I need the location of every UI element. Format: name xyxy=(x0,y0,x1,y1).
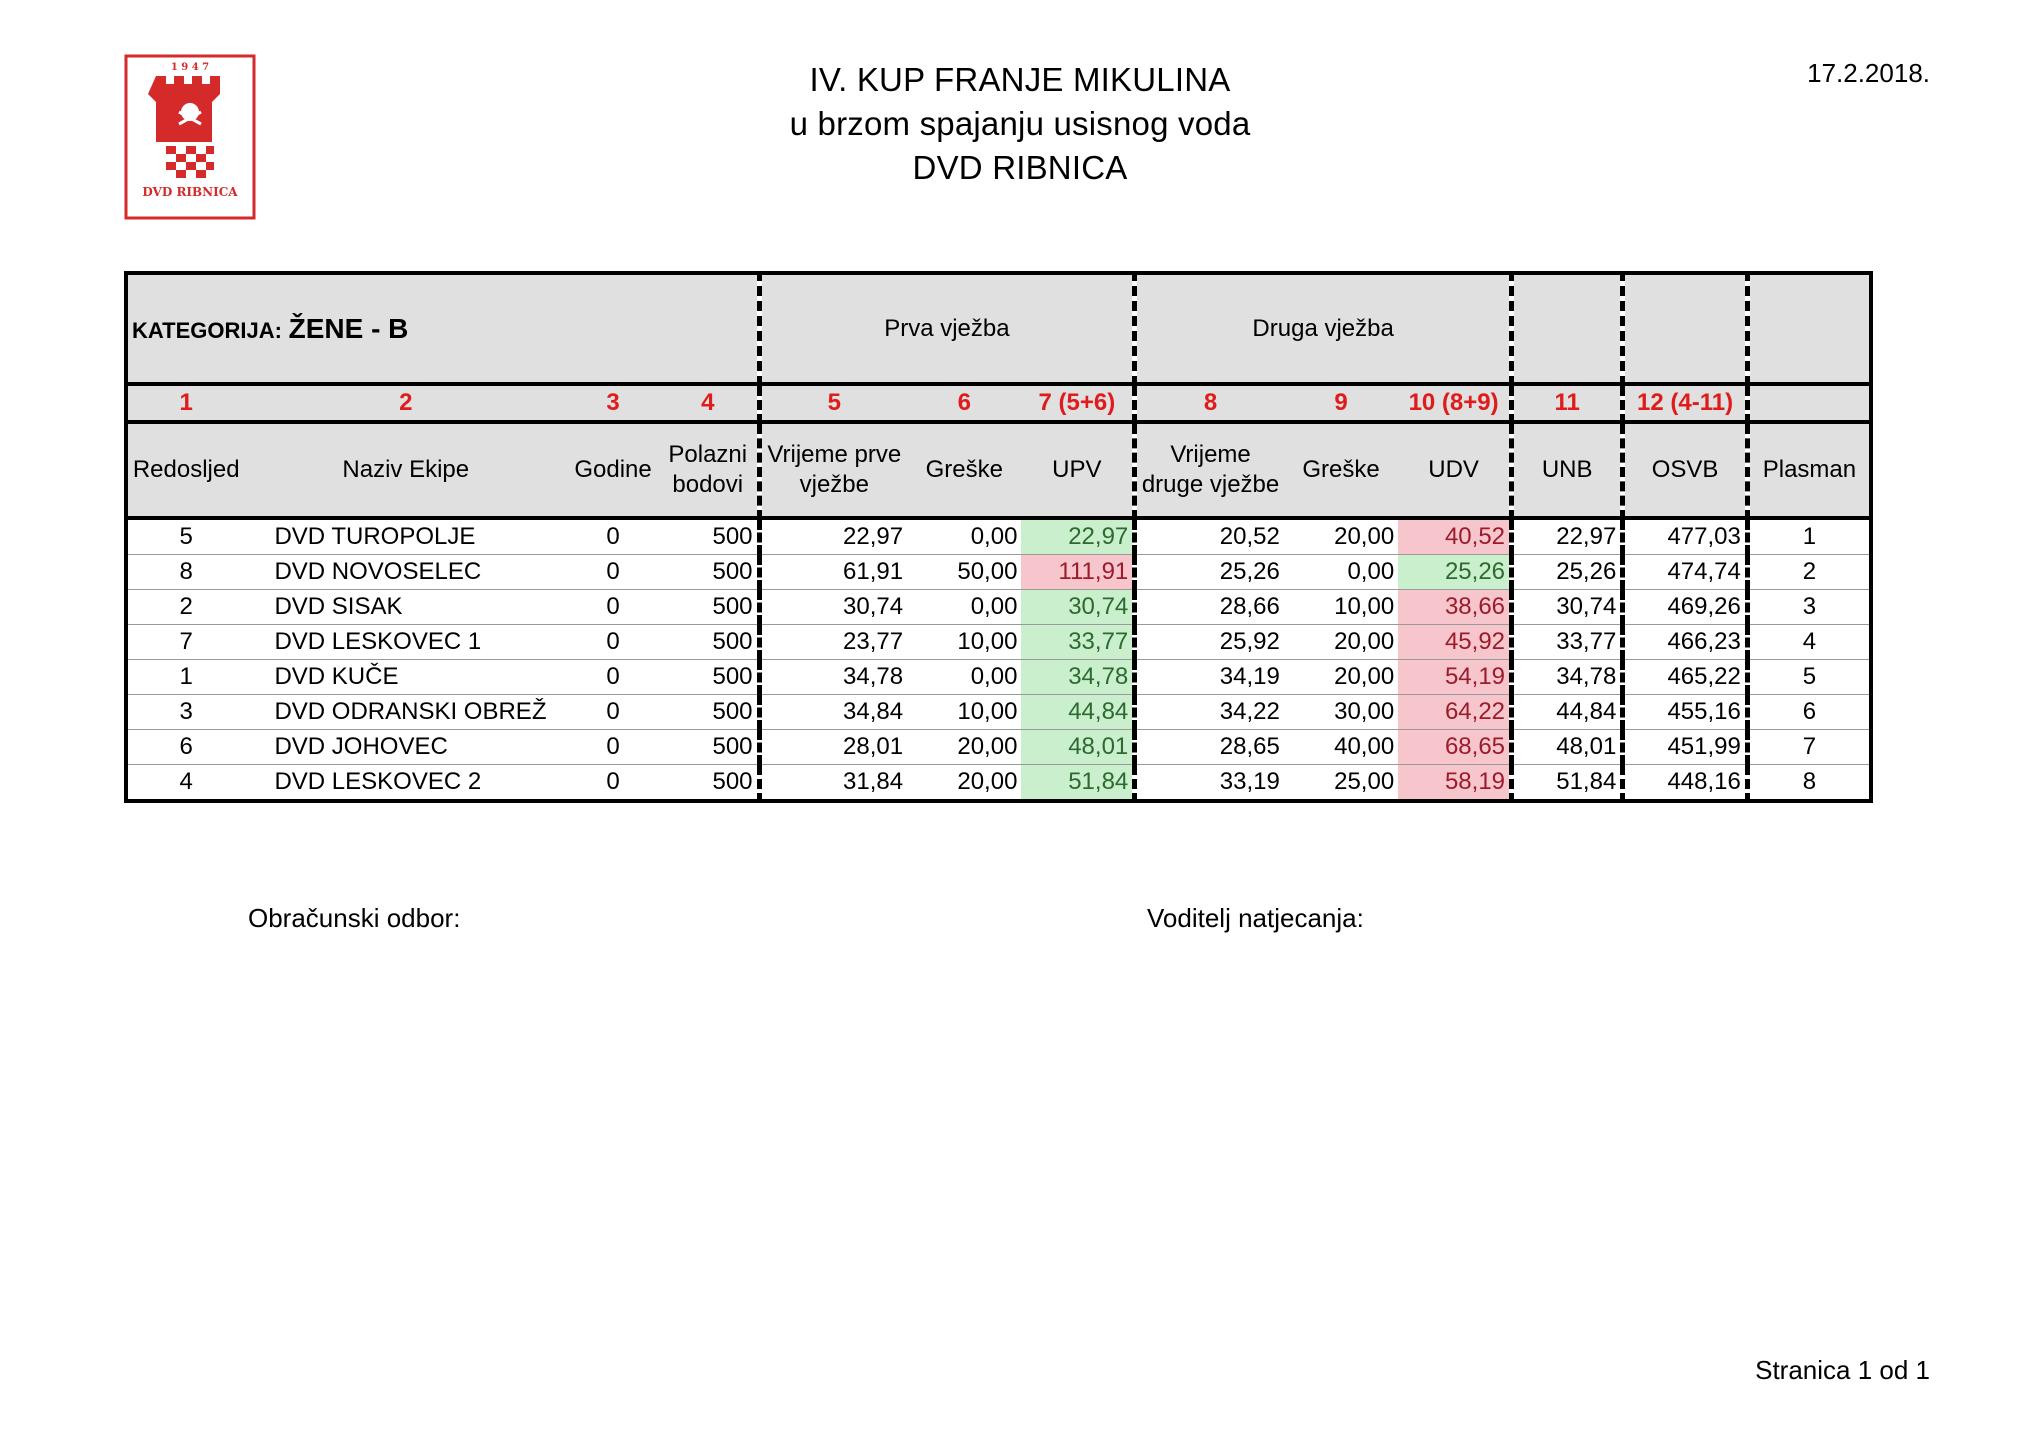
table-row xyxy=(126,730,1871,765)
cell-polazni: 500 xyxy=(659,625,759,660)
col-number: 11 xyxy=(1512,384,1623,422)
cell-unb: 25,26 xyxy=(1512,555,1623,590)
cell-godine: 0 xyxy=(567,555,659,590)
cell-unb: 48,01 xyxy=(1512,730,1623,765)
category-label: KATEGORIJA: xyxy=(132,317,282,343)
dvd-ribnica-logo xyxy=(124,54,256,220)
signature-committee: Obračunski odbor: xyxy=(248,903,461,933)
table-row xyxy=(126,590,1871,625)
cell-greske2: 40,00 xyxy=(1284,730,1398,765)
header-vrijeme-druge: Vrijeme druge vježbe xyxy=(1135,422,1284,518)
col-number-empty xyxy=(1747,384,1871,422)
cell-red: 4 xyxy=(179,768,193,795)
cell-vrijeme1: 30,74 xyxy=(759,590,907,625)
signature-competition-leader: Voditelj natjecanja: xyxy=(1147,903,1364,933)
cell-plasman: 2 xyxy=(1747,555,1871,590)
cell-red: 7 xyxy=(126,625,244,660)
cell-greske1: 50,00 xyxy=(907,555,1021,590)
cell-greske2: 10,00 xyxy=(1284,590,1398,625)
cell-greske1: 0,00 xyxy=(907,590,1021,625)
header-upv: UPV xyxy=(1021,422,1134,518)
cell-unb: 44,84 xyxy=(1512,695,1623,730)
cell-vrijeme1: 28,01 xyxy=(759,730,907,765)
col-number: 10 (8+9) xyxy=(1398,384,1511,422)
cell-naziv: DVD TUROPOLJE xyxy=(244,518,567,555)
category-cell xyxy=(126,273,759,384)
cell-naziv: DVD KUČE xyxy=(244,660,567,695)
document-title xyxy=(580,58,1460,190)
cell-naziv: DVD LESKOVEC 1 xyxy=(244,625,567,660)
cell-upv: 30,74 xyxy=(1021,590,1134,625)
header-greske-2: Greške xyxy=(1284,422,1398,518)
table-row xyxy=(126,518,1871,555)
header-unb: UNB xyxy=(1512,422,1623,518)
cell-unb: 34,78 xyxy=(1512,660,1623,695)
cell-osvb: 469,26 xyxy=(1623,590,1748,625)
cell-udv: 25,26 xyxy=(1398,555,1511,590)
cell-vrijeme1: 61,91 xyxy=(759,555,907,590)
cell-unb: 30,74 xyxy=(1512,590,1623,625)
col-number: 7 (5+6) xyxy=(1021,384,1134,422)
header-godine: Godine xyxy=(567,422,659,518)
cell-godine: 0 xyxy=(567,695,659,730)
cell-greske1: 0,00 xyxy=(907,660,1021,695)
cell-osvb: 465,22 xyxy=(1623,660,1748,695)
category-value: ŽENE - B xyxy=(288,312,409,344)
table-row xyxy=(126,695,1871,730)
table-row xyxy=(126,625,1871,660)
title-line-3: DVD RIBNICA xyxy=(912,149,1128,186)
cell-godine: 0 xyxy=(567,590,659,625)
col-number: 12 (4-11) xyxy=(1623,384,1748,422)
cell-vrijeme2: 33,19 xyxy=(1219,768,1280,795)
cell-red: 6 xyxy=(126,730,244,765)
col-number: 2 xyxy=(244,384,567,422)
col-number: 9 xyxy=(1284,384,1398,422)
cell-vrijeme1: 34,84 xyxy=(759,695,907,730)
cell-unb: 51,84 xyxy=(1512,765,1623,802)
cell-naziv: DVD LESKOVEC 2 xyxy=(274,768,482,795)
logo-name: DVD RIBNICA xyxy=(142,185,238,199)
col-number: 4 xyxy=(659,384,759,422)
cell-naziv: DVD ODRANSKI OBREŽ xyxy=(244,695,567,730)
header-vrijeme-prve: Vrijeme prve vježbe xyxy=(759,422,907,518)
table-row xyxy=(126,765,1871,802)
cell-upv: 48,01 xyxy=(1021,730,1134,765)
title-line-1: IV. KUP FRANJE MIKULINA xyxy=(809,61,1231,98)
column-number-row xyxy=(126,384,1871,422)
col-number: 5 xyxy=(759,384,907,422)
cell-udv: 58,19 xyxy=(1398,765,1511,802)
group-second-exercise: Druga vježba xyxy=(1135,273,1512,384)
document-date: 17.2.2018. xyxy=(1807,58,1930,88)
cell-osvb: 474,74 xyxy=(1623,555,1748,590)
cell-greske1: 10,00 xyxy=(907,625,1021,660)
cell-vrijeme1: 22,97 xyxy=(759,518,907,555)
cell-polazni: 500 xyxy=(659,695,759,730)
group-empty-osvb xyxy=(1623,273,1748,384)
cell-godine: 0 xyxy=(567,660,659,695)
cell-greske2: 30,00 xyxy=(1284,695,1398,730)
column-header-row xyxy=(126,422,1871,518)
cell-osvb: 448,16 xyxy=(1623,765,1748,802)
cell-plasman: 6 xyxy=(1747,695,1871,730)
cell-vrijeme2: 28,66 xyxy=(1135,590,1284,625)
cell-vrijeme2: 25,26 xyxy=(1135,555,1284,590)
results-body xyxy=(126,518,1871,801)
cell-plasman: 3 xyxy=(1747,590,1871,625)
cell-greske1: 20,00 xyxy=(907,730,1021,765)
cell-polazni: 500 xyxy=(659,765,759,802)
col-number: 8 xyxy=(1135,384,1284,422)
col-number: 1 xyxy=(126,384,244,422)
cell-greske2: 0,00 xyxy=(1284,555,1398,590)
cell-vrijeme1: 23,77 xyxy=(759,625,907,660)
cell-vrijeme1: 31,84 xyxy=(843,768,904,795)
cell-upv: 34,78 xyxy=(1021,660,1134,695)
cell-plasman: 7 xyxy=(1747,730,1871,765)
cell-greske2: 20,00 xyxy=(1284,518,1398,555)
cell-naziv: DVD NOVOSELEC xyxy=(244,555,567,590)
cell-osvb: 451,99 xyxy=(1623,730,1748,765)
cell-greske1: 0,00 xyxy=(907,518,1021,555)
cell-vrijeme2: 34,19 xyxy=(1135,660,1284,695)
cell-vrijeme2: 25,92 xyxy=(1135,625,1284,660)
cell-plasman: 8 xyxy=(1802,768,1817,795)
header-redoslijed: Redosljed xyxy=(126,422,244,518)
header-greske-1: Greške xyxy=(907,422,1021,518)
cell-red: 1 xyxy=(126,660,244,695)
cell-udv: 54,19 xyxy=(1398,660,1511,695)
title-line-2: u brzom spajanju usisnog voda xyxy=(789,105,1251,142)
header-polazni: Polazni bodovi xyxy=(659,422,759,518)
cell-red: 5 xyxy=(126,518,244,555)
cell-upv: 22,97 xyxy=(1021,518,1134,555)
cell-plasman: 1 xyxy=(1747,518,1871,555)
cell-polazni: 500 xyxy=(659,590,759,625)
results-table xyxy=(124,271,1873,803)
cell-red: 2 xyxy=(126,590,244,625)
cell-udv: 40,52 xyxy=(1398,518,1511,555)
category-row xyxy=(126,273,1871,384)
cell-udv: 64,22 xyxy=(1398,695,1511,730)
header-udv: UDV xyxy=(1398,422,1511,518)
cell-polazni: 500 xyxy=(659,730,759,765)
cell-plasman: 5 xyxy=(1747,660,1871,695)
cell-vrijeme2: 20,52 xyxy=(1135,518,1284,555)
cell-upv: 44,84 xyxy=(1021,695,1134,730)
cell-godine: 0 xyxy=(567,518,659,555)
cell-osvb: 466,23 xyxy=(1623,625,1748,660)
cell-red: 3 xyxy=(126,695,244,730)
page-number: Stranica 1 od 1 xyxy=(1755,1355,1930,1385)
group-empty-plasman xyxy=(1747,273,1871,384)
cell-godine: 0 xyxy=(567,730,659,765)
logo-year: 1 9 4 7 xyxy=(170,62,210,73)
group-empty-unb xyxy=(1512,273,1623,384)
cell-greske2: 25,00 xyxy=(1334,768,1395,795)
cell-osvb: 477,03 xyxy=(1623,518,1748,555)
cell-unb: 33,77 xyxy=(1512,625,1623,660)
cell-upv: 111,91 xyxy=(1021,555,1134,590)
cell-udv: 68,65 xyxy=(1398,730,1511,765)
group-first-exercise: Prva vježba xyxy=(759,273,1135,384)
cell-red: 8 xyxy=(126,555,244,590)
col-number: 3 xyxy=(567,384,659,422)
col-number: 6 xyxy=(907,384,1021,422)
cell-udv: 45,92 xyxy=(1398,625,1511,660)
cell-osvb: 455,16 xyxy=(1623,695,1748,730)
table-row xyxy=(126,555,1871,590)
cell-greske2: 20,00 xyxy=(1284,660,1398,695)
cell-godine: 0 xyxy=(567,625,659,660)
cell-godine: 0 xyxy=(606,768,620,795)
cell-greske1: 20,00 xyxy=(957,768,1018,795)
cell-vrijeme1: 34,78 xyxy=(759,660,907,695)
cell-polazni: 500 xyxy=(659,660,759,695)
cell-polazni: 500 xyxy=(659,518,759,555)
cell-greske1: 10,00 xyxy=(907,695,1021,730)
cell-naziv: DVD JOHOVEC xyxy=(244,730,567,765)
cell-naziv: DVD SISAK xyxy=(244,590,567,625)
cell-udv: 38,66 xyxy=(1398,590,1511,625)
cell-unb: 22,97 xyxy=(1512,518,1623,555)
cell-vrijeme2: 28,65 xyxy=(1135,730,1284,765)
cell-upv: 33,77 xyxy=(1021,625,1134,660)
header-plasman: Plasman xyxy=(1747,422,1871,518)
table-row xyxy=(126,660,1871,695)
header-naziv: Naziv Ekipe xyxy=(244,422,567,518)
cell-upv: 51,84 xyxy=(1021,765,1134,802)
cell-polazni: 500 xyxy=(659,555,759,590)
cell-plasman: 4 xyxy=(1747,625,1871,660)
cell-vrijeme2: 34,22 xyxy=(1135,695,1284,730)
cell-greske2: 20,00 xyxy=(1284,625,1398,660)
header-osvb: OSVB xyxy=(1623,422,1748,518)
